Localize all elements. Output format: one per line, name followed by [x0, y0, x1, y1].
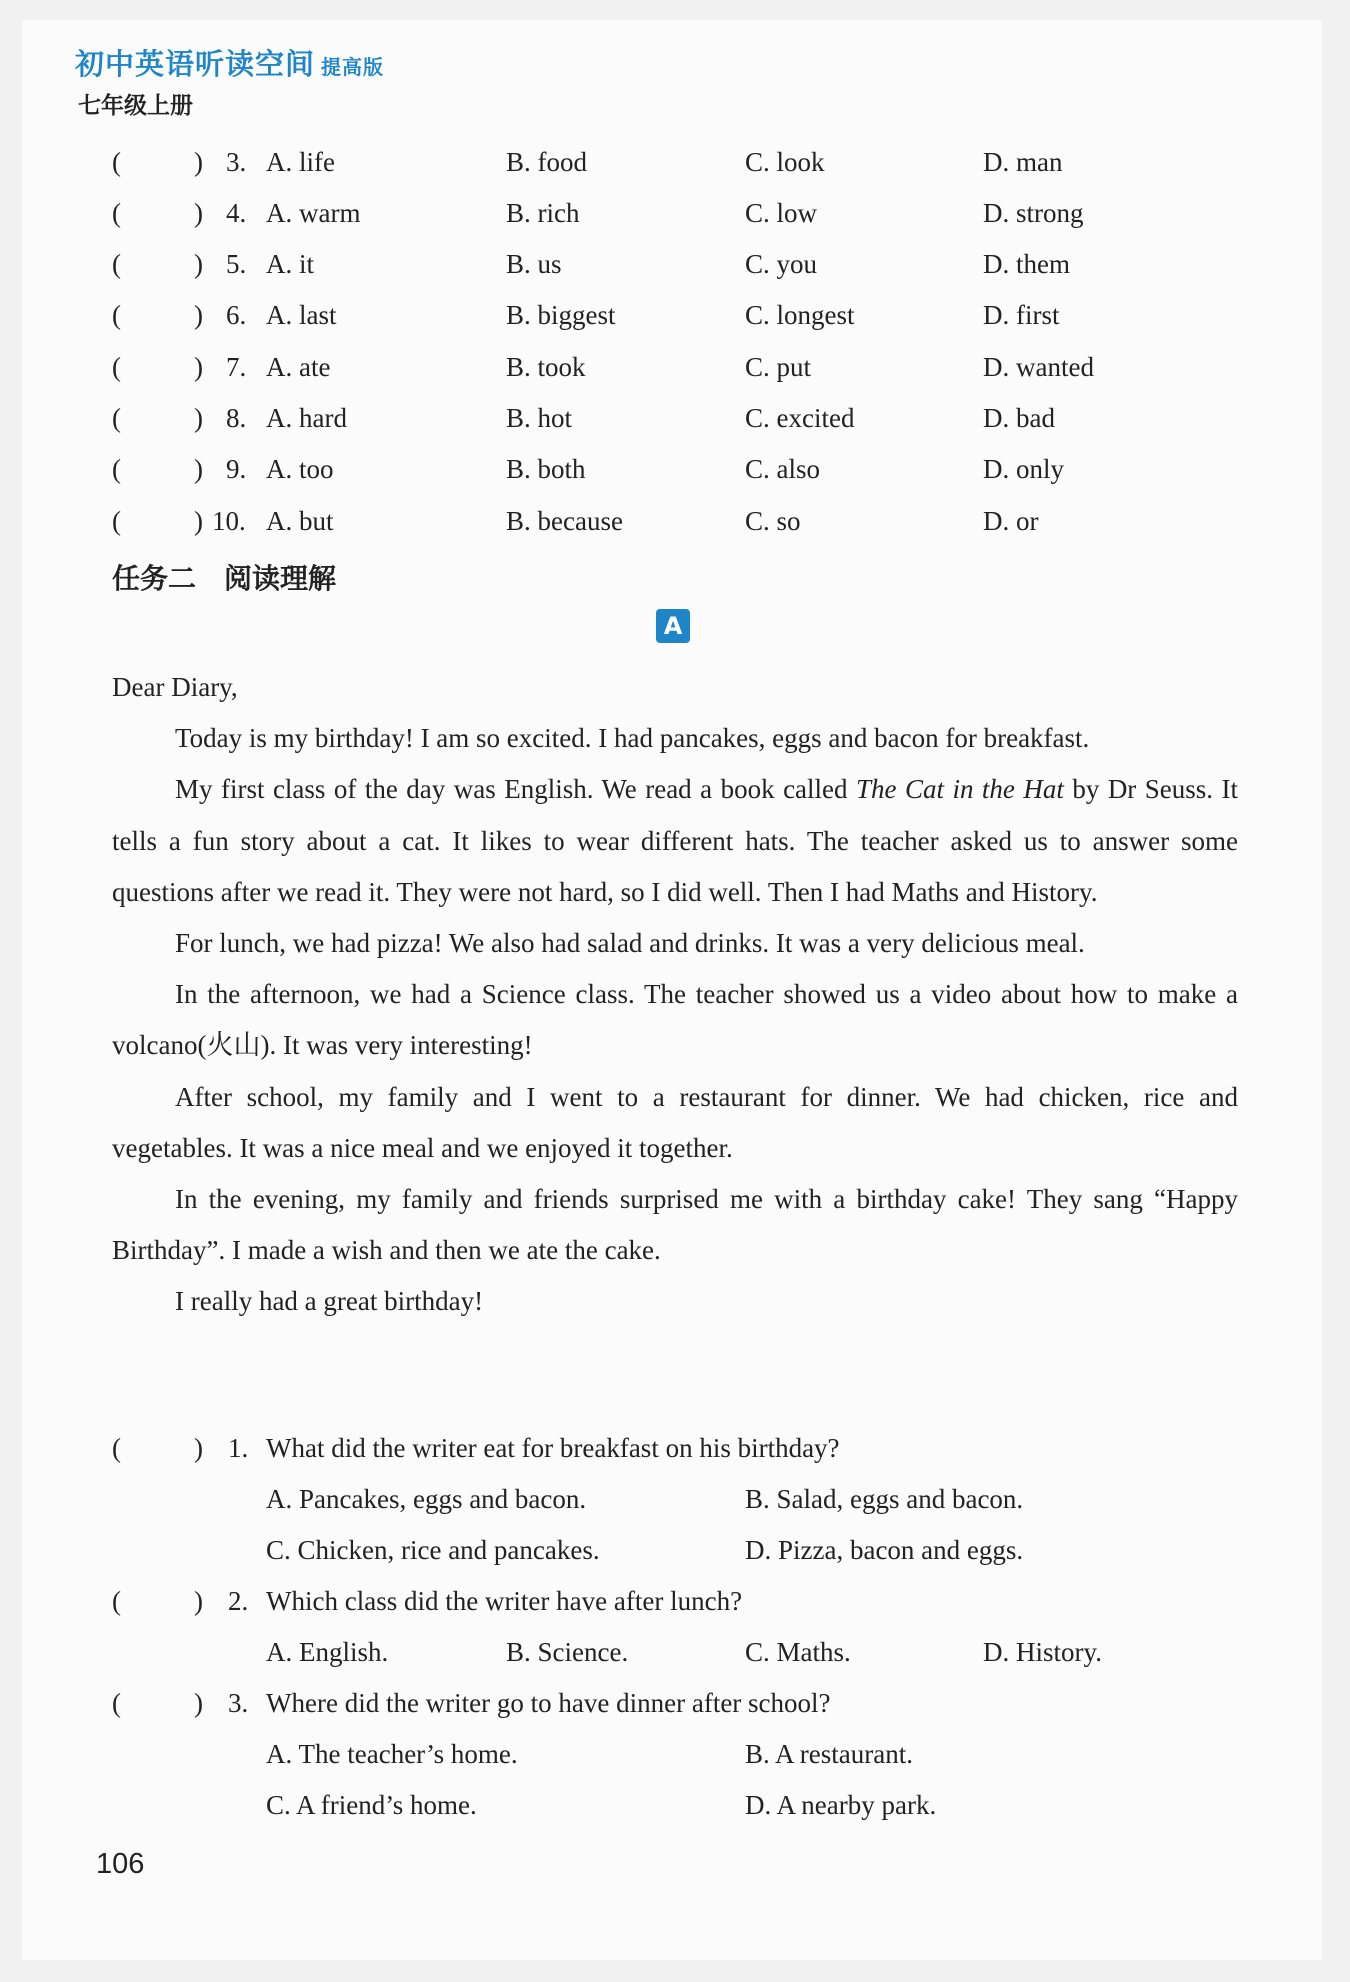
- question-stem: Where did the writer go to have dinner after school?: [266, 1688, 831, 1718]
- diary-greeting: Dear Diary,: [112, 672, 238, 702]
- paragraph: Today is my birthday! I am so excited. I had pancakes, eggs and bacon for breakfast.: [175, 723, 1090, 754]
- book-title: The Cat in the Hat: [856, 774, 1064, 805]
- option-a: A. The teacher’s home.: [266, 1739, 518, 1769]
- cloze-item: [0, 300, 1350, 340]
- cloze-item: [0, 352, 1350, 392]
- option-b: B. rich: [506, 198, 580, 228]
- option-d: D. man: [983, 147, 1063, 177]
- answer-paren-close: ): [194, 454, 203, 484]
- option-c: C. so: [745, 506, 801, 536]
- question-stem-row: [0, 1586, 1350, 1626]
- answer-paren-close: ): [194, 300, 203, 330]
- answer-paren-open: (: [112, 300, 121, 330]
- question-stem: What did the writer eat for breakfast on his birthday?: [266, 1433, 840, 1463]
- question-options: [0, 1484, 1350, 1524]
- option-a: A. life: [266, 147, 335, 177]
- option-b: B. Science.: [506, 1637, 629, 1667]
- option-c: C. low: [745, 198, 818, 228]
- answer-paren-close: ): [194, 403, 203, 433]
- paragraph: In the evening, my family and friends surprised me with a birthday cake! They sang “Happy Birthday”. I made a wish and then we ate the cake.: [112, 1184, 1238, 1266]
- answer-paren-close: ): [194, 1433, 203, 1463]
- answer-paren-open: (: [112, 1688, 121, 1718]
- option-d: D. first: [983, 300, 1060, 330]
- option-d: D. wanted: [983, 352, 1094, 382]
- answer-paren-open: (: [112, 352, 121, 382]
- option-d: D. bad: [983, 403, 1055, 433]
- answer-paren-open: (: [112, 1433, 121, 1463]
- passage-badge: A: [656, 609, 690, 643]
- item-number: 6.: [226, 300, 247, 330]
- option-c: C. longest: [745, 300, 855, 330]
- paragraph: For lunch, we had pizza! We also had salad and drinks. It was a very delicious meal.: [175, 928, 1085, 959]
- series-title: [75, 42, 384, 83]
- cloze-item: [0, 403, 1350, 443]
- paragraph: In the afternoon, we had a Science class. The teacher showed us a video about how to make a volcano(火山). It was very interesting!: [112, 979, 1238, 1061]
- answer-paren-close: ): [194, 352, 203, 382]
- answer-paren-open: (: [112, 506, 121, 536]
- cloze-item: [0, 147, 1350, 187]
- question-stem-row: [0, 1688, 1350, 1728]
- option-b: B. biggest: [506, 300, 616, 330]
- answer-paren-open: (: [112, 454, 121, 484]
- grade-label: 七年级上册: [78, 93, 193, 119]
- option-a: A. too: [266, 454, 334, 484]
- option-a: A. Pancakes, eggs and bacon.: [266, 1484, 587, 1514]
- question-options: [0, 1739, 1350, 1779]
- option-b: B. food: [506, 147, 587, 177]
- answer-paren-open: (: [112, 147, 121, 177]
- option-c: C. put: [745, 352, 812, 382]
- option-b: B. A restaurant.: [745, 1739, 913, 1769]
- option-c: C. look: [745, 147, 825, 177]
- answer-paren-open: (: [112, 249, 121, 279]
- option-b: B. hot: [506, 403, 573, 433]
- answer-paren-close: ): [194, 198, 203, 228]
- option-d: D. or: [983, 506, 1039, 536]
- paragraph-text: by Dr Seuss. It tells a fun story about a cat. It likes to wear different hats. The teacher asked us to answer some questions after we read it. They were not hard, so I did well. Then I had Maths and History.: [112, 774, 1238, 907]
- option-d: D. only: [983, 454, 1064, 484]
- item-number: 9.: [226, 454, 247, 484]
- question-stem-row: [0, 1433, 1350, 1473]
- section-heading: 任务二 阅读理解: [112, 562, 337, 595]
- item-number: 5.: [226, 249, 247, 279]
- series-title-text: 初中英语听读空间: [75, 47, 316, 81]
- option-c: C. Chicken, rice and pancakes.: [266, 1535, 600, 1565]
- option-b: B. took: [506, 352, 586, 382]
- answer-paren-close: ): [194, 249, 203, 279]
- option-d: D. History.: [983, 1637, 1102, 1667]
- answer-paren-open: (: [112, 1586, 121, 1616]
- item-number: 7.: [226, 352, 247, 382]
- option-a: A. it: [266, 249, 315, 279]
- option-d: D. strong: [983, 198, 1084, 228]
- edition-label: 提高版: [321, 55, 385, 79]
- option-b: B. Salad, eggs and bacon.: [745, 1484, 1024, 1514]
- option-c: C. A friend’s home.: [266, 1790, 477, 1820]
- option-d: D. A nearby park.: [745, 1790, 937, 1820]
- paragraph: After school, my family and I went to a restaurant for dinner. We had chicken, rice and vegetables. It was a nice meal and we enjoyed it together.: [112, 1081, 1238, 1163]
- item-number: 4.: [226, 198, 247, 228]
- cloze-item: [0, 506, 1350, 546]
- option-a: A. but: [266, 506, 334, 536]
- question-options: [0, 1535, 1350, 1575]
- paragraph-text: My first class of the day was English. We read a book called: [175, 774, 856, 805]
- option-c: C. excited: [745, 403, 855, 433]
- paragraph: [112, 764, 1238, 918]
- question-options: [0, 1790, 1350, 1830]
- question-number: 1.: [228, 1433, 249, 1463]
- item-number: 10.: [212, 506, 246, 536]
- option-b: B. us: [506, 249, 562, 279]
- question-number: 3.: [228, 1688, 249, 1718]
- answer-paren-close: ): [194, 1688, 203, 1718]
- paragraph: I really had a great birthday!: [175, 1286, 484, 1317]
- question-options: [0, 1637, 1350, 1677]
- answer-paren-close: ): [194, 147, 203, 177]
- cloze-item: [0, 198, 1350, 238]
- answer-paren-close: ): [194, 1586, 203, 1616]
- reading-passage: [112, 662, 1238, 1328]
- option-b: B. both: [506, 454, 586, 484]
- option-c: C. you: [745, 249, 818, 279]
- question-number: 2.: [228, 1586, 249, 1616]
- option-a: A. last: [266, 300, 337, 330]
- item-number: 8.: [226, 403, 247, 433]
- option-a: A. hard: [266, 403, 347, 433]
- cloze-item: [0, 249, 1350, 289]
- answer-paren-close: ): [194, 506, 203, 536]
- option-c: C. also: [745, 454, 821, 484]
- option-a: A. warm: [266, 198, 361, 228]
- option-a: A. English.: [266, 1637, 389, 1667]
- option-d: D. them: [983, 249, 1070, 279]
- option-d: D. Pizza, bacon and eggs.: [745, 1535, 1024, 1565]
- page-number: 106: [96, 1848, 145, 1880]
- option-c: C. Maths.: [745, 1637, 851, 1667]
- option-b: B. because: [506, 506, 623, 536]
- question-stem: Which class did the writer have after lunch?: [266, 1586, 743, 1616]
- option-a: A. ate: [266, 352, 331, 382]
- answer-paren-open: (: [112, 198, 121, 228]
- item-number: 3.: [226, 147, 247, 177]
- cloze-item: [0, 454, 1350, 494]
- answer-paren-open: (: [112, 403, 121, 433]
